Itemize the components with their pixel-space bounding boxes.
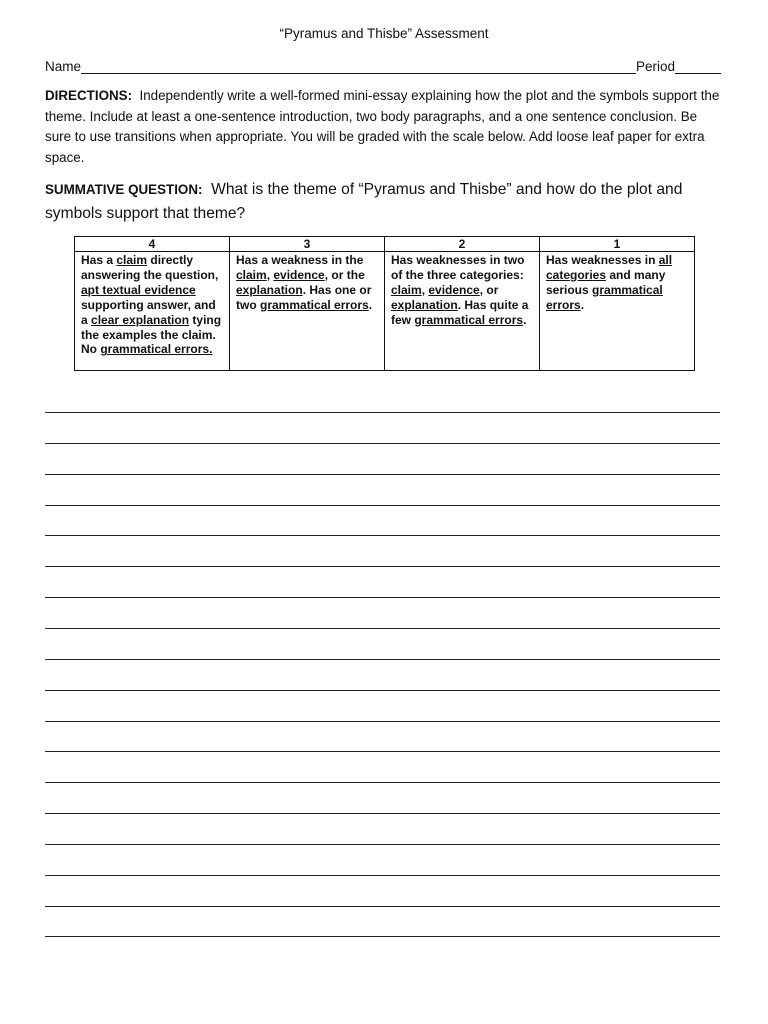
answer-line[interactable] [45,782,720,783]
grading-rubric [74,236,695,371]
rubric-score-2: 2 [385,237,540,252]
rubric-text: . Has quite a few [391,297,529,327]
directions [45,86,725,168]
period-label: Period [635,59,675,74]
rubric-header-row [75,237,695,252]
rubric-score-4: 4 [75,237,230,252]
answer-line[interactable] [45,597,720,598]
rubric-key-term: grammatical errors. [100,342,213,357]
answer-line[interactable] [45,721,720,722]
rubric-key-term: claim [116,253,148,267]
rubric-text: , or [479,282,499,297]
answer-line[interactable] [45,875,720,876]
rubric-key-term: claim [391,282,422,297]
rubric-text: directly answering the question, [81,253,219,282]
rubric-cell-4 [75,252,230,371]
rubric-text: and many serious [546,267,666,297]
rubric-key-term: explanation [236,282,303,297]
name-blank[interactable] [81,59,636,74]
answer-line[interactable] [45,535,720,536]
rubric-text: , [266,267,274,282]
rubric-text: . Has one or two [236,282,372,312]
rubric-text: Has weaknesses in two of the three categories: [391,253,525,282]
rubric-key-term: explanation [391,297,458,312]
rubric-criteria-row [75,252,695,371]
question-label: SUMMATIVE QUESTION: [45,182,203,197]
rubric-text: , or the [324,267,365,282]
directions-label: DIRECTIONS: [45,88,133,103]
rubric-key-term: grammatical errors [546,282,663,312]
rubric-key-term: evidence [428,282,480,297]
rubric-text: tying the examples the claim. No [81,312,222,357]
rubric-cell-1 [540,252,695,371]
period-blank[interactable] [675,59,721,74]
rubric-cell-2 [385,252,540,371]
rubric-score-1: 1 [540,237,695,252]
answer-line[interactable] [45,936,720,937]
rubric-text: . [580,297,585,312]
rubric-key-term: claim [236,267,267,282]
summative-question [45,178,735,226]
question-text: What is the theme of “Pyramus and Thisbe” and how do the plot and symbols support that theme? [45,181,683,222]
answer-line[interactable] [45,505,720,506]
answer-line[interactable] [45,443,720,444]
rubric-key-term: grammatical errors [260,297,369,312]
rubric-text: , [421,282,429,297]
rubric-cell-3 [230,252,385,371]
rubric-key-term: clear explanation [91,312,190,327]
rubric-text: . [368,297,373,312]
rubric-text: Has a weakness in the [236,253,364,267]
rubric-text: Has a [81,253,117,267]
answer-line[interactable] [45,628,720,629]
name-label: Name [45,59,82,74]
answer-line[interactable] [45,412,720,413]
answer-line[interactable] [45,751,720,752]
rubric-key-term: evidence [273,267,325,282]
rubric-key-term: grammatical errors [414,312,524,327]
rubric-text: . [523,312,527,327]
rubric-key-term: all categories [546,253,673,282]
answer-line[interactable] [45,906,720,907]
rubric-score-3: 3 [230,237,385,252]
rubric-key-term: apt textual evidence [81,282,196,297]
answer-line[interactable] [45,844,720,845]
page-title: “Pyramus and Thisbe” Assessment [279,26,489,41]
answer-line[interactable] [45,474,720,475]
answer-line[interactable] [45,813,720,814]
rubric-text: supporting answer, and a [81,297,216,327]
directions-text: Independently write a well-formed mini-essay explaining how the plot and the symbols support the theme. Include at least a one-sentence introduction, two body paragraphs, and a one sentence conclusion. Be sure to use transitions when appropriate. You will be graded with the scale below. Add loose leaf paper for extra space. [45,88,720,165]
answer-line[interactable] [45,566,720,567]
answer-line[interactable] [45,659,720,660]
answer-line[interactable] [45,690,720,691]
rubric-text: Has weaknesses in [546,253,659,267]
name-period-row [45,56,721,74]
